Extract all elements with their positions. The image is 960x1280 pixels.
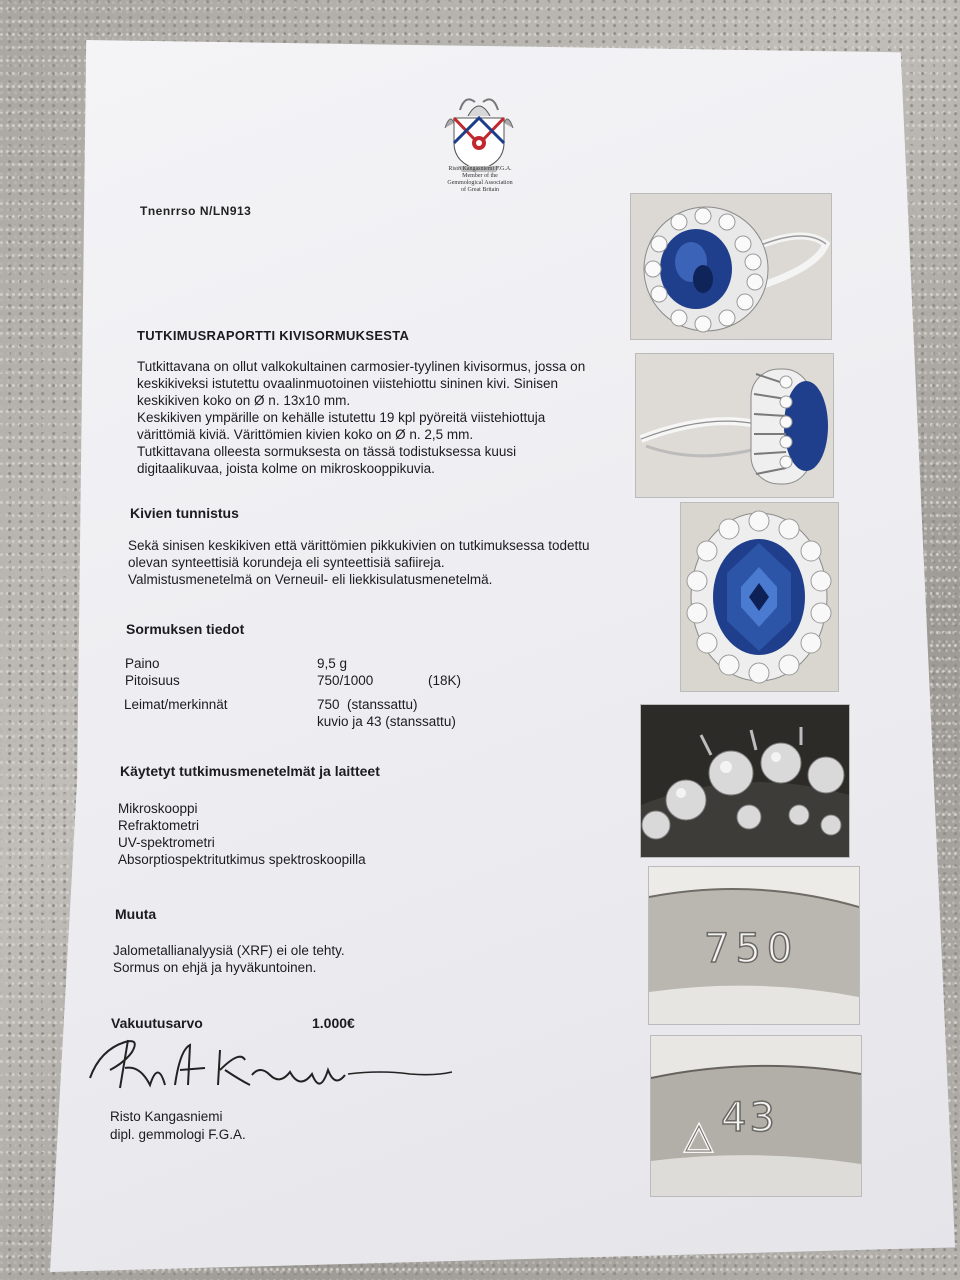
report-title: TUTKIMUSRAPORTTI KIVISORMUKSESTA <box>137 328 410 343</box>
crest-caption <box>400 166 560 194</box>
methods-heading: Käytetyt tutkimusmenetelmät ja laitteet <box>120 763 380 779</box>
intro-line: värittömiä kiviä. Värittömien kivien koko on Ø n. 2,5 mm. <box>137 427 474 442</box>
other-line: Jalometallianalyysiä (XRF) ei ole tehty. <box>113 943 345 958</box>
handwritten-signature <box>80 1030 460 1100</box>
intro-line: Tutkittavana olleesta sormuksesta on tässä todistuksessa kuusi <box>137 444 517 459</box>
intro-line: keskikiven koko on Ø n. 13x10 mm. <box>137 393 351 408</box>
marks-label: Leimat/merkinnät <box>124 697 228 712</box>
crest-caption-line: of Great Britain <box>461 187 499 193</box>
intro-line: digitaalikuvaa, joista kolme on mikroskooppikuvia. <box>137 461 435 476</box>
gemmological-crest-logo <box>440 88 518 173</box>
fineness-value: 750/1000 <box>317 673 374 688</box>
other-text <box>113 942 345 976</box>
identification-line: Sekä sinisen keskikiven että värittömien pikkukivien on tutkimuksessa todettu <box>128 538 590 553</box>
method-item: Absorptiospektritutkimus spektroskoopilla <box>118 852 366 867</box>
other-line: Sormus on ehjä ja hyväkuntoinen. <box>113 960 317 975</box>
methods-list <box>118 800 366 868</box>
crest-caption-line: Member of the <box>462 173 498 179</box>
crest-caption-line: Risto Kangasniemi F.G.A. <box>448 166 512 172</box>
report-intro <box>137 358 585 477</box>
ring-photo-front <box>630 193 832 340</box>
other-heading: Muuta <box>115 906 157 922</box>
identification-heading: Kivien tunnistus <box>130 505 239 521</box>
marks-value-2: kuvio ja 43 (stanssattu) <box>317 714 456 729</box>
identification-text <box>128 537 589 588</box>
microscope-photo-stones <box>640 704 850 858</box>
ring-photo-side <box>635 353 834 498</box>
weight-label: Paino <box>125 656 160 671</box>
method-item: UV-spektrometri <box>118 835 215 850</box>
method-item: Refraktometri <box>118 818 200 833</box>
date-stamp: Tnenrrso N/LN913 <box>140 204 252 218</box>
fineness-label: Pitoisuus <box>125 673 180 688</box>
identification-line: Valmistusmenetelmä on Verneuil- eli liekkisulatusmenetelmä. <box>128 572 493 587</box>
intro-line: keskikiveksi istutettu ovaalinmuotoinen viistehiottu sininen kivi. Sinisen <box>137 376 558 391</box>
signer-name: Risto Kangasniemi <box>110 1109 223 1124</box>
intro-line: Tutkittavana on ollut valkokultainen carmosier-tyylinen kivisormus, jossa on <box>137 359 586 374</box>
ring-details-heading: Sormuksen tiedot <box>126 621 245 637</box>
identification-line: olevan synteettisiä korundeja eli synteettisiä safiireja. <box>128 555 445 570</box>
method-item: Mikroskooppi <box>118 801 198 816</box>
ring-photo-top <box>680 502 839 692</box>
crest-caption-line: Gemmological Association <box>447 180 513 186</box>
microscope-photo-43-mark <box>650 1035 862 1197</box>
mark-43-text: 43 <box>721 1095 778 1141</box>
microscope-photo-750-mark <box>648 866 860 1025</box>
weight-value: 9,5 g <box>317 656 348 671</box>
marks-value-1: 750 (stanssattu) <box>317 697 418 712</box>
fineness-karat: (18K) <box>428 673 462 688</box>
insurance-value: 1.000€ <box>312 1015 355 1031</box>
mark-750-text: 750 <box>704 926 799 972</box>
intro-line: Keskikiven ympärille on kehälle istutettu 19 kpl pyöreitä viistehiottuja <box>137 410 546 425</box>
insurance-label: Vakuutusarvo <box>111 1015 203 1031</box>
signer-title: dipl. gemmologi F.G.A. <box>110 1127 246 1142</box>
